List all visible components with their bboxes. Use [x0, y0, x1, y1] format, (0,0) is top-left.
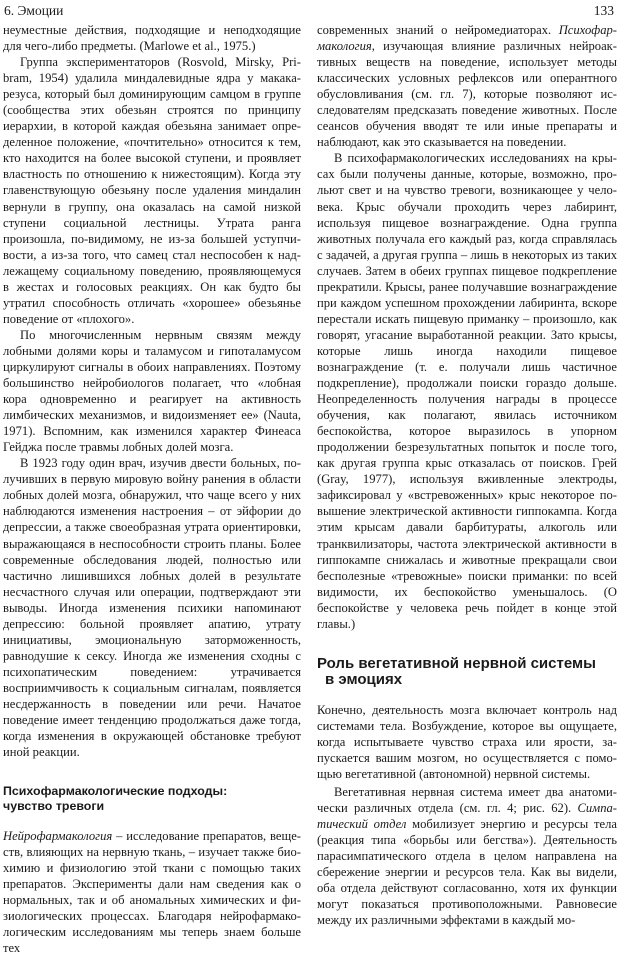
- paragraph: неуместные действия, подходящие и неподходящие для чего-либо предметы. (Marlowe et al., 1975.): [3, 23, 301, 54]
- spacer: [3, 814, 301, 828]
- paragraph-text: , изучающая влияние различных нейроактивных веществ на поведение, использует методы классических условных рефлексов или оперантного обусловливания (см. гл. 7), которые позволяют исследователям предсказать поведение животных. После сеансов обучения вводят те или иные препараты и наблюдают, как это сказывается на поведении.: [317, 39, 617, 150]
- page-number: 133: [593, 3, 614, 18]
- term-neuropharmacology: Нейрофармакология: [3, 829, 113, 844]
- paragraph: В психофармакологических исследованиях на крысах были получены данные, которые, возможно, прольют свет и на чувство тревоги, возникающее у человека. Крыс обучали проходить через лабиринт, используя пищевое вознаграждение. Одна группа животных получала его каждый раз, когда справлялась с задачей, а другая группа – лишь в некоторых из таких случаев. Затем в обеих группах пищевое подкрепление прекратили. Крысы, ранее получавшие вознаграждение при каждом успешном прохождении лабиринта, вскоре перестали искать пищевую приманку – произошло, как говорят, угасание выработанной реакции. Зато крысы, которые лишь иногда находили пищевое вознаграждение (т. е. получали лишь частичное подкрепление), продолжали поиски гораздо дольше. Неопределенность получения награды в процессе обучения, как полагают, явилась источником беспокойства, которое выразилось в упорном продолжении безрезультатных попыток и после того, как другая группа крыс отказалась от поисков. Грей (Gray, 1977), используя вживленные электроды, зафиксировал у «встревоженных» крыс некоторое повышение электрической активности гиппокампа. Когда этим крысам давали барбитураты, алкоголь или транквилизаторы, частота электрической активности в гиппокампе снижалась и животные прекращали свои бесполезные «тревожные» поиски приманки: по всей видимости, их беспокойство уменьшалось. (О беспокойстве у человека речь пойдет в конце этой главы.): [317, 151, 617, 631]
- paragraph-text: современных знаний о нейромедиаторах.: [317, 23, 559, 37]
- paragraph-text: мобилизует энергию и ресурсы тела (реакция типа «борьбы или бегства»). Деятельность парасимпатического отдела в целом направлена на сбережение энергии и ресурсов тела. Как вы видели, оба отдела действуют согласованно, хотя их функции могут показаться противоположными. Равновесие между их различными эффектами в каждый мо-: [317, 817, 618, 928]
- section-heading: [317, 656, 617, 688]
- spacer: [317, 632, 617, 656]
- subsection-heading-line: Психофармакологические подходы:: [3, 784, 228, 799]
- paragraph-text: – исследование препаратов, веществ, влияющих на нервную ткань, – изучает также биохимию и физиологию этой ткани с помощью таких препаратов. Эксперименты дали нам сведения как о нормальных, так и об аномальных химических и физиологических процессах. Благодаря нейрофармакологическим исследованиям мы теперь знаем больше тех: [3, 829, 301, 956]
- spacer: [3, 760, 301, 784]
- section-heading-line: в эмоциях: [325, 670, 403, 688]
- paragraph: По многочисленным нервным связям между лобными долями коры и таламусом и гипоталамусом циркулируют сигналы в обоих направлениях. Поэтому большинство нейробиологов полагает, что «лобная кора одновременно и реагирует на активность лимбических механизмов, и видоизменяет ее» (Nauta, 1971). Вспомним, как изменился характер Финеаса Гейджа после травмы лобных долей мозга.: [3, 327, 301, 455]
- term-sympathetic: Симпатический отдел: [317, 801, 617, 832]
- subsection-heading: [3, 784, 301, 814]
- paragraph: [317, 22, 617, 150]
- term-psychopharmacology: Психофармакология: [317, 23, 617, 54]
- paragraph: [317, 784, 617, 928]
- chapter-title: 6. Эмоции: [4, 3, 64, 18]
- left-column: [3, 22, 301, 957]
- paragraph: [3, 828, 301, 956]
- running-head: [4, 2, 616, 20]
- section-heading-line: Роль вегетативной нервной системы: [317, 654, 596, 672]
- subsection-heading-line: чувство тревоги: [3, 799, 105, 814]
- paragraph: В 1923 году один врач, изучив двести больных, получивших в первую мировую войну ранения в области лобных долей мозга, обнаружил, что чаще всего у них наблюдаются изменения настроения – от эйфории до депрессии, а также своеобразная утрата ориентировки, выражающаяся в неспособности строить планы. Более современные обследования людей, полностью или частично лишившихся лобных долей в результате несчастного случая или операции, подтверждают эти выводы. Иногда изменения психики напоминают депрессию: больной проявляет апатию, утрату инициативы, эмоциональную заторможенность, равнодушие к сексу. Иногда же изменения сходны с психопатическим поведением: утрачивается восприимчивость к социальным сигналам, появляется несдержанность в поведении или речи. Начатое поведение имеет тенденцию продолжаться даже тогда, когда изменения в окружающей обстановке требуют иной реакции.: [3, 456, 301, 760]
- paragraph: Конечно, деятельность мозга включает контроль над системами тела. Возбуждение, которое вы ощущаете, когда испытываете чувство страха или ярости, запускается вашим мозгом, но осуществляется с помощью вегетативной (автономной) нервной системы.: [317, 702, 617, 781]
- spacer: [317, 688, 617, 702]
- right-column: [317, 22, 617, 928]
- paragraph-text: Вегетативная нервная система имеет два анатомически различных отдела (см. гл. 4; рис. 62).: [317, 785, 617, 816]
- paragraph: Группа экспериментаторов (Rosvold, Mirsky, Pribram, 1954) удалила миндалевидные ядра у макака-резуса, который был доминирующим самцом в группе (сообщества этих обезьян строятся по принципу иерархии, в которой каждая обезьяна занимает определенное положение, «почтительно» относится к тем, кто находится на более высокой ступени, и проявляет властность по отношению к нижестоящим). Когда эту главенствующую обезьяну после удаления миндалин вернули в группу, она оказалась на самой низкой ступени социальной лестницы. Утрата ранга произошла, по-видимому, не из-за большей уступчивости, а из-за того, что самец стал неспособен к надлежащему социальному поведению, проявляющемуся в жестах и голосовых реакциях. Он как будто бы утратил способность отличать «хорошее» обезьяньe поведение от «плохого».: [3, 55, 301, 326]
